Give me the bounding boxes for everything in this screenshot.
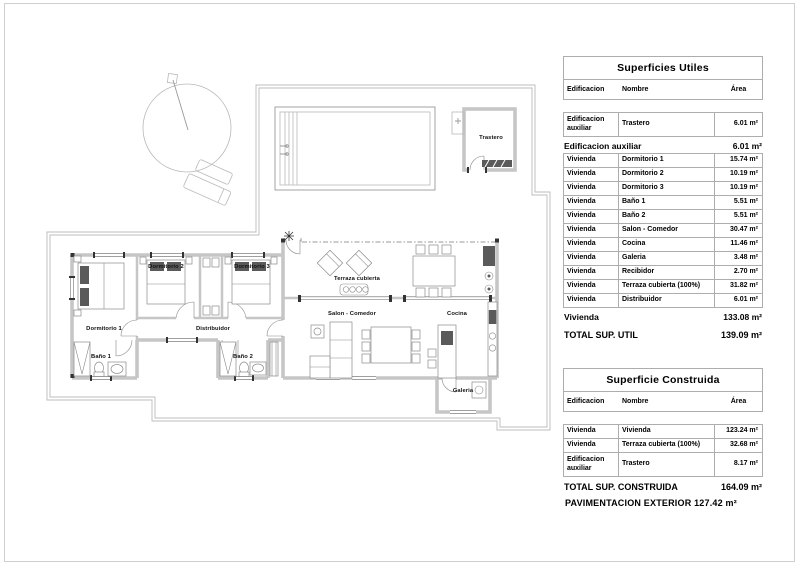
- bbq-counter: [483, 246, 495, 293]
- cell-edificacion: Vivienda: [564, 252, 619, 265]
- terrace-table: [413, 245, 455, 297]
- cell-edificacion: Vivienda: [564, 294, 619, 307]
- subtotal-value: 6.01 m²: [732, 140, 762, 151]
- header-nombre: Nombre: [622, 398, 649, 405]
- cell-nombre: Dormitorio 3: [619, 182, 715, 195]
- table-row: [563, 279, 763, 294]
- cell-area: 123.24 m²: [726, 427, 758, 435]
- header-edificacion: Edificacion: [567, 86, 605, 93]
- cell-edificacion: Vivienda: [564, 439, 619, 452]
- lamp-stamp: [340, 284, 368, 295]
- cell-area: 10.19 m²: [729, 184, 758, 192]
- cell-area: 5.51 m²: [733, 198, 758, 206]
- table-superficie-construida: [563, 368, 763, 496]
- room-label-terraza: Terraza cubierta: [334, 276, 380, 282]
- room-label-cocina: Cocina: [447, 311, 467, 317]
- total-value: 139.09 m²: [720, 329, 762, 340]
- room-label-salon: Salon - Comedor: [328, 311, 376, 317]
- room-label-trastero: Trastero: [479, 135, 503, 141]
- cell-edificacion: Vivienda: [564, 266, 619, 279]
- sofa: [310, 322, 352, 378]
- swimming-pool: [275, 107, 435, 190]
- cell-edificacion: Vivienda: [564, 196, 619, 209]
- table-row: [563, 293, 763, 308]
- cell-edificacion: Vivienda: [564, 168, 619, 181]
- sun-loungers: [183, 159, 233, 206]
- room-label-dormitorio-2: Dormitorio 2: [148, 264, 184, 270]
- cell-area: 5.51 m²: [733, 212, 758, 220]
- plant-icon: [284, 231, 294, 241]
- cell-edificacion: Vivienda: [564, 425, 619, 438]
- cell-area: 2.70 m²: [733, 268, 758, 276]
- table-row: [563, 265, 763, 280]
- table-header: [563, 80, 763, 100]
- subtotal-row: [563, 308, 763, 325]
- parasol: [143, 73, 231, 172]
- cell-edificacion: Vivienda: [564, 238, 619, 251]
- cell-edificacion: Vivienda: [564, 154, 619, 167]
- cell-nombre: Distribuidor: [619, 294, 715, 307]
- room-label-banio-1: Baño 1: [91, 354, 111, 360]
- table-superficies-utiles: [563, 56, 763, 344]
- cell-area: 15.74 m²: [729, 156, 758, 164]
- total-label: TOTAL SUP. UTIL: [564, 329, 638, 340]
- cell-edificacion: Vivienda: [564, 224, 619, 237]
- header-edificacion: Edificacion: [567, 398, 605, 405]
- cell-area: 31.82 m²: [729, 282, 758, 290]
- subtotal-value: 133.08 m²: [723, 311, 762, 322]
- table-row: [563, 167, 763, 182]
- dining-table: [362, 327, 420, 363]
- room-label-distribuidor: Distribuidor: [195, 326, 231, 332]
- cell-area: 3.48 m²: [733, 254, 758, 262]
- cell-nombre: Trastero: [619, 113, 715, 136]
- table-row: [563, 223, 763, 238]
- total-value: 164.09 m²: [720, 481, 762, 492]
- header-area: Área: [730, 398, 747, 405]
- trastero-building: [452, 109, 515, 173]
- cell-area: 32.68 m²: [729, 441, 758, 449]
- cell-nombre: Cocina: [619, 238, 715, 251]
- cell-area: 6.01 m²: [733, 120, 758, 128]
- table-row: [563, 251, 763, 266]
- header-nombre: Nombre: [622, 86, 649, 93]
- cell-nombre: Terraza cubierta (100%): [619, 439, 715, 452]
- cell-nombre: Dormitorio 1: [619, 154, 715, 167]
- table-row: [563, 112, 763, 137]
- wardrobes: [203, 258, 219, 315]
- subtotal-label: Edificacion auxiliar: [564, 140, 642, 151]
- bed-dormitorio-1: [74, 256, 124, 316]
- cell-nombre: Trastero: [619, 453, 715, 476]
- total-row: [563, 325, 763, 344]
- cell-area: 10.19 m²: [729, 170, 758, 178]
- room-label-banio-2: Baño 2: [233, 354, 253, 360]
- galeria-appliance: [472, 382, 486, 398]
- room-label-galeria: Galeria: [452, 388, 474, 394]
- room-label-dormitorio-3: Dormitorio 3: [234, 264, 270, 270]
- table-row: [563, 153, 763, 168]
- subtotal-row: [563, 137, 763, 154]
- cell-nombre: Dormitorio 2: [619, 168, 715, 181]
- table-row: [563, 209, 763, 224]
- header-area: Área: [730, 86, 747, 93]
- cell-nombre: Baño 1: [619, 196, 715, 209]
- subtotal-label: Vivienda: [564, 311, 599, 322]
- cell-edificacion: Vivienda: [564, 182, 619, 195]
- cell-nombre: Recibidor: [619, 266, 715, 279]
- cell-edificacion: Edificacion auxiliar: [564, 113, 619, 136]
- room-label-dormitorio-1: Dormitorio 1: [86, 326, 122, 332]
- total-row: [563, 477, 763, 496]
- table-header: [563, 392, 763, 412]
- table-row: [563, 452, 763, 477]
- cell-nombre: Baño 2: [619, 210, 715, 223]
- cell-nombre: Salon - Comedor: [619, 224, 715, 237]
- cell-nombre: Galeria: [619, 252, 715, 265]
- table-row: [563, 237, 763, 252]
- table-row: [563, 438, 763, 453]
- cell-area: 6.01 m²: [733, 296, 758, 304]
- cell-area: 8.17 m²: [733, 460, 758, 468]
- cell-nombre: Vivienda: [619, 425, 715, 438]
- cell-area: 11.46 m²: [730, 240, 758, 248]
- table-row: [563, 181, 763, 196]
- kitchen-counter: [488, 302, 497, 376]
- total-label: TOTAL SUP. CONSTRUIDA: [564, 481, 678, 492]
- terrace-armchairs: [317, 250, 371, 275]
- cell-edificacion: Vivienda: [564, 210, 619, 223]
- table-row: [563, 195, 763, 210]
- paving-note: PAVIMENTACION EXTERIOR 127.42 m²: [565, 498, 737, 508]
- cell-area: 30.47 m²: [729, 226, 758, 234]
- kitchen-island: [428, 325, 456, 378]
- cell-nombre: Terraza cubierta (100%): [619, 280, 715, 293]
- table-title: Superficies Utiles: [563, 56, 763, 80]
- table-title: Superficie Construida: [563, 368, 763, 392]
- cell-edificacion: Vivienda: [564, 280, 619, 293]
- cell-edificacion: Edificacion auxiliar: [564, 453, 619, 476]
- table-row: [563, 424, 763, 439]
